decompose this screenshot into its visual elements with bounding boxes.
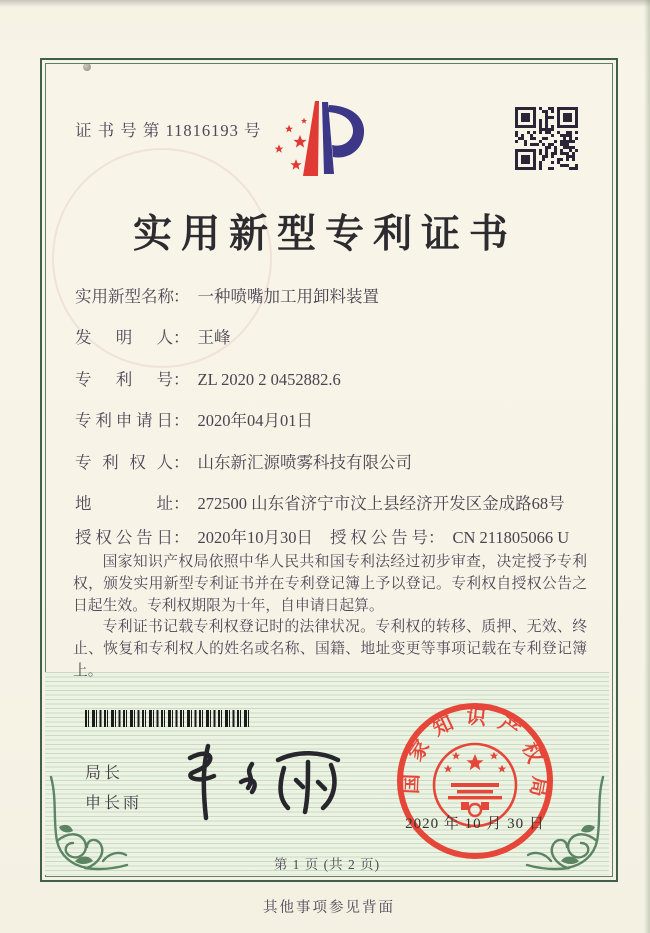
field-label: 专利申请日 xyxy=(75,411,173,430)
seal-date: 2020 年 10 月 30 日 xyxy=(405,816,545,832)
page-number: 第 1 页 (共 2 页) xyxy=(273,857,381,872)
cnipa-logo-icon xyxy=(252,96,397,201)
field-row-name xyxy=(75,283,605,307)
certificate-title: 实用新型专利证书 xyxy=(132,213,517,256)
barcode-icon xyxy=(85,710,251,727)
official-seal-icon xyxy=(392,698,558,864)
field-row-filing-date xyxy=(75,407,605,431)
field-colon: ： xyxy=(173,453,190,472)
legal-text xyxy=(73,552,587,683)
field-row-patent-number xyxy=(75,366,605,390)
field-value: 王峰 xyxy=(197,328,231,347)
legal-paragraph-1: 国家知识产权局依照中华人民共和国专利法经过初步审查，决定授予专利权，颁发实用新型专利证书并在专利登记簿上予以登记。专利权自授权公告之日起生效。专利权期限为十年，自申请日起算。 xyxy=(73,554,587,614)
field-row-grant xyxy=(75,524,605,548)
legal-paragraph-2: 专利证书记载专利权登记时的法律状况。专利权的转移、质押、无效、终止、恢复和专利权人的姓名或名称、国籍、地址变更等事项记载在专利登记簿上。 xyxy=(73,619,587,679)
field-value: 山东新汇源喷雾科技有限公司 xyxy=(197,453,412,472)
grant-date-pair xyxy=(75,528,313,547)
officer-name: 申长雨 xyxy=(85,795,143,812)
field-colon: ： xyxy=(428,528,445,547)
field-value: 272500 山东省济宁市汶上县经济开发区金成路68号 xyxy=(197,494,565,513)
field-row-patentee xyxy=(75,449,605,473)
field-colon: ： xyxy=(173,370,190,389)
field-value: 2020年04月01日 xyxy=(197,411,313,430)
field-label: 发明人 xyxy=(75,328,173,347)
certificate-number: 证 书 号 第 11816193 号 xyxy=(75,121,262,140)
field-colon: ： xyxy=(173,287,190,306)
field-value: 2020年10月30日 xyxy=(197,528,313,547)
field-label: 专利权人 xyxy=(75,453,173,472)
paper-edge-shadow-right xyxy=(644,0,650,933)
field-value: CN 211805066 U xyxy=(452,528,570,547)
field-label: 授权公告日 xyxy=(75,528,173,547)
officer-title: 局长 xyxy=(85,765,124,782)
paper-edge-shadow xyxy=(0,0,650,7)
field-value: 一种喷嘴加工用卸料装置 xyxy=(197,287,379,306)
field-row-inventor xyxy=(75,324,605,348)
field-label: 专利号 xyxy=(75,370,173,389)
field-colon: ： xyxy=(173,411,190,430)
field-row-address xyxy=(75,490,605,514)
qr-code-icon xyxy=(515,107,578,170)
field-label: 实用新型名称 xyxy=(75,287,174,306)
svg-text:国家知识产权局: 国家知识产权局 xyxy=(400,705,551,810)
field-colon: ： xyxy=(173,328,190,347)
signature-icon xyxy=(178,738,353,828)
grant-number-pair xyxy=(330,524,569,548)
field-label: 授权公告号 xyxy=(330,528,428,547)
field-colon: ： xyxy=(173,528,190,547)
field-label: 地址 xyxy=(75,494,173,513)
field-value: ZL 2020 2 0452882.6 xyxy=(197,370,341,389)
field-colon: ： xyxy=(173,494,190,513)
back-side-note: 其他事项参见背面 xyxy=(263,900,395,916)
